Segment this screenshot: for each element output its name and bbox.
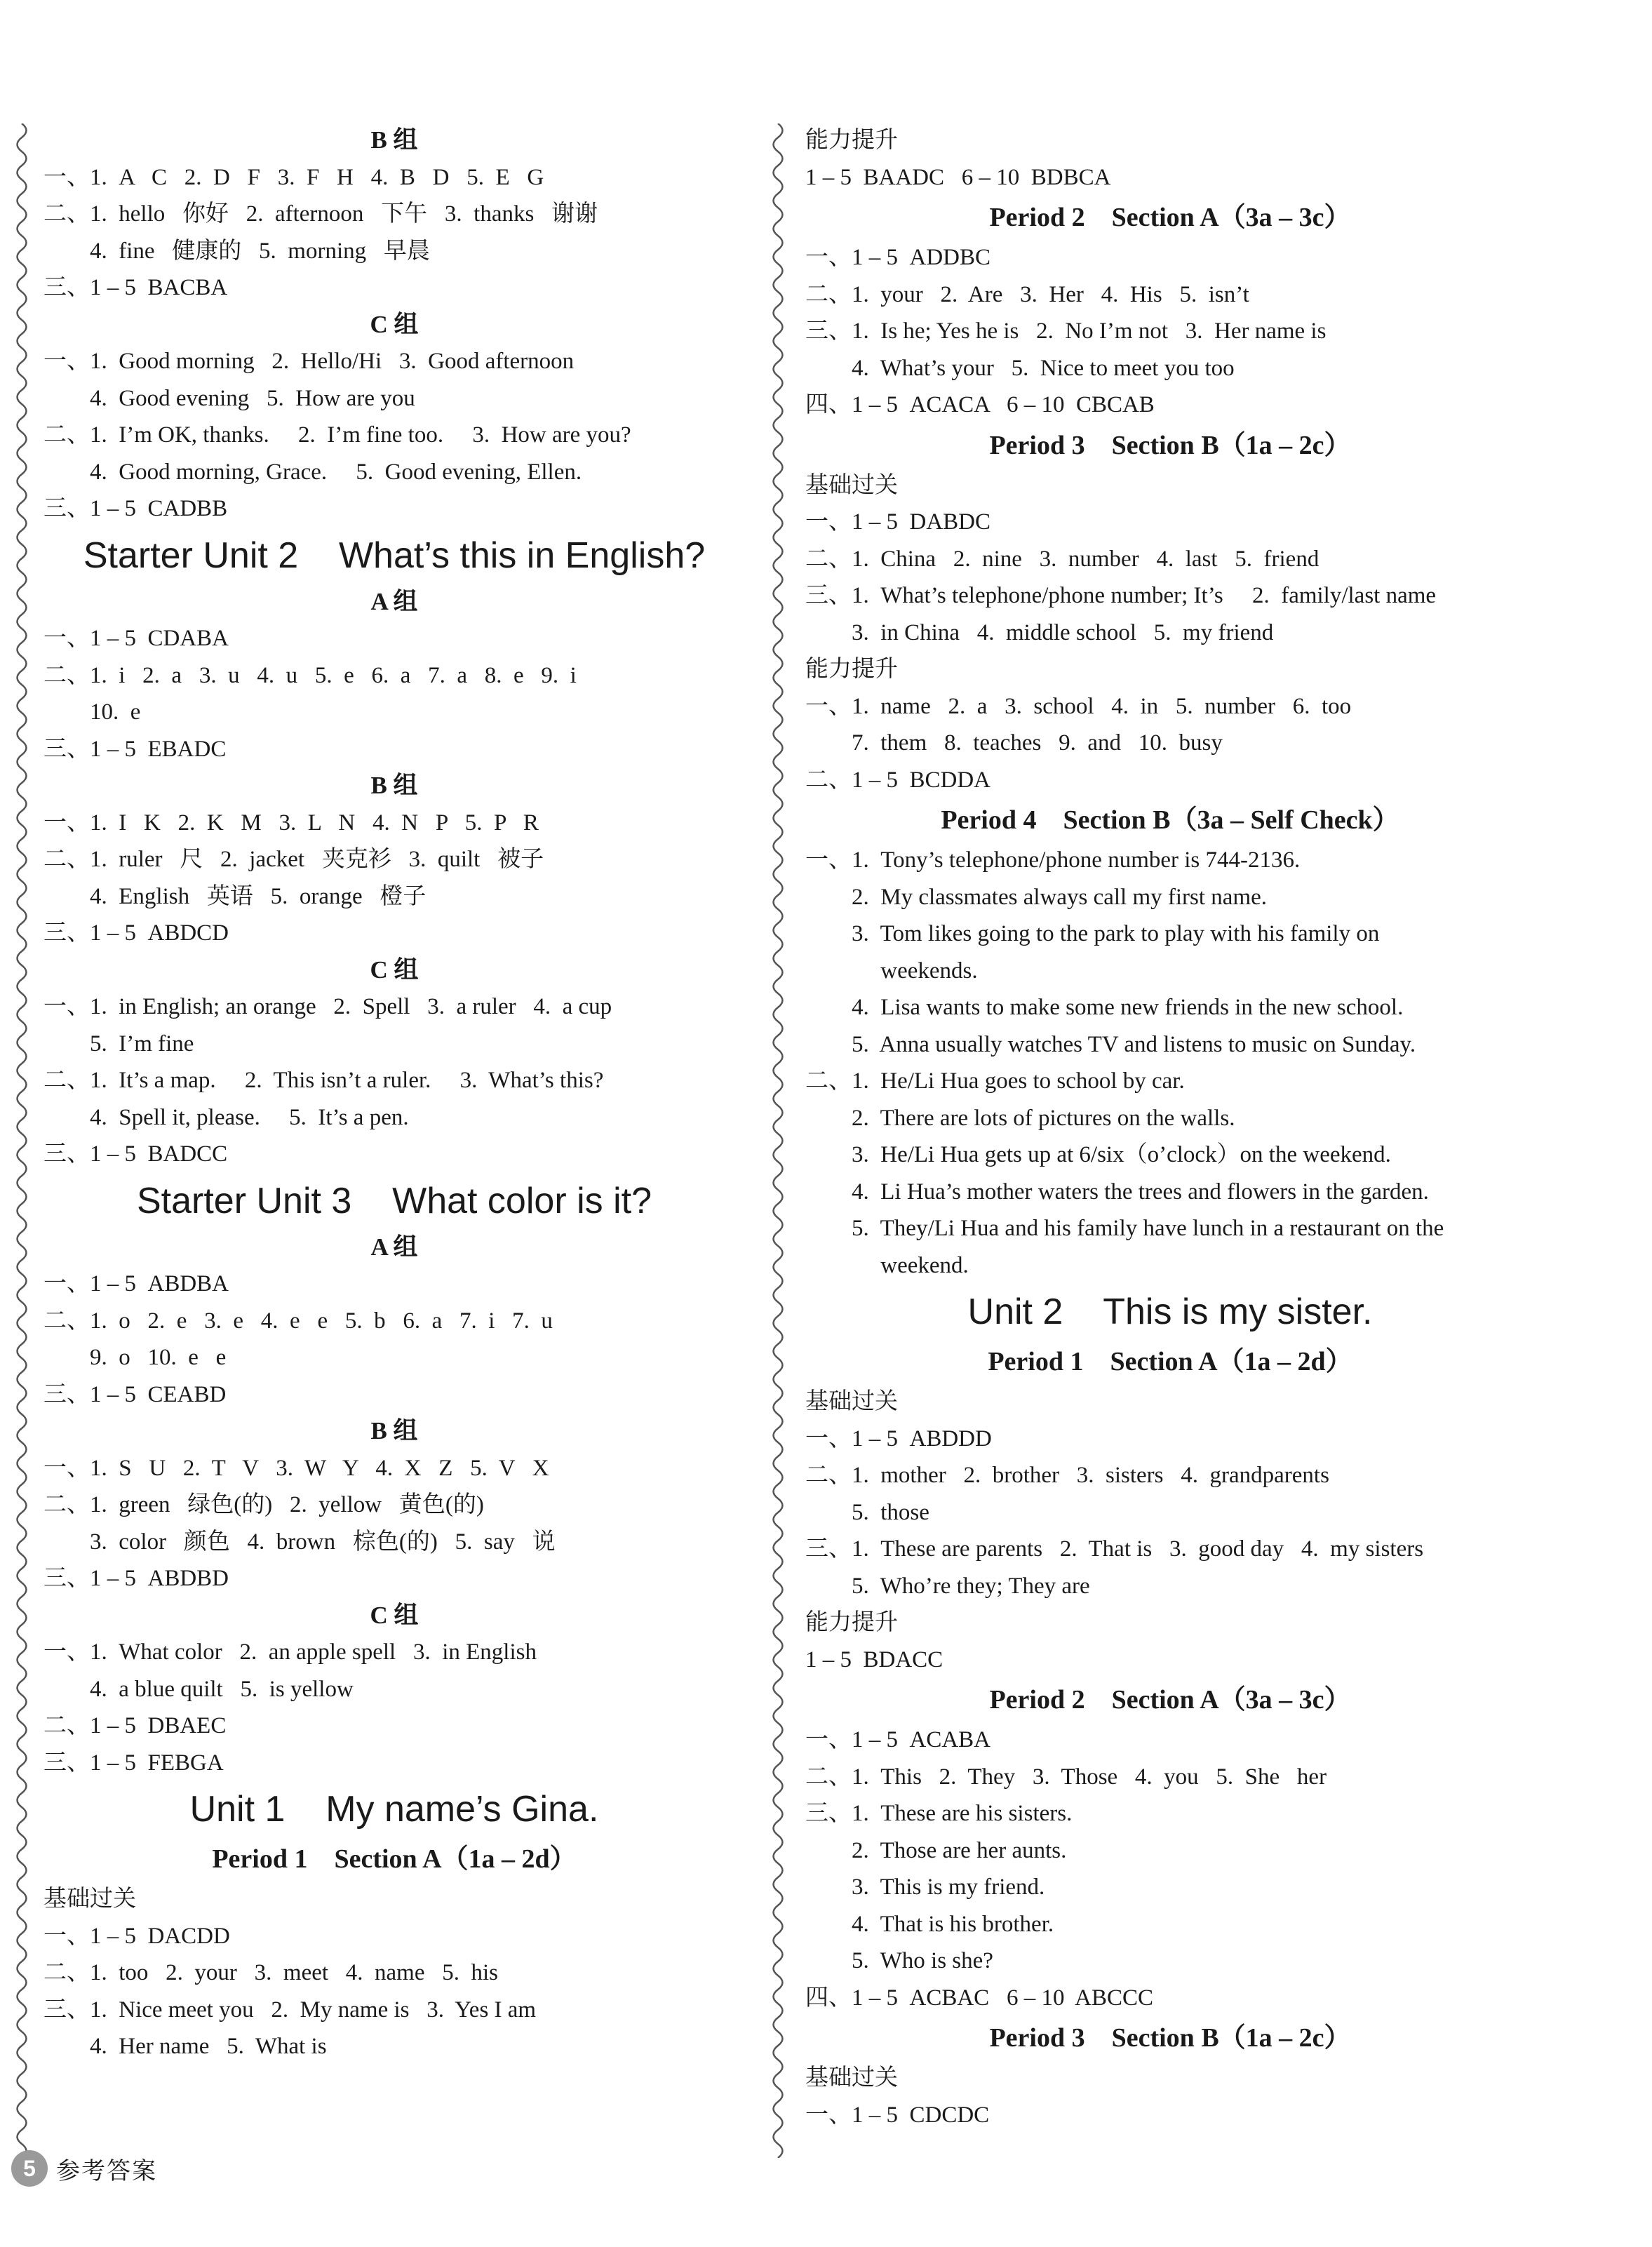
answer-line-indented: 2. My classmates always call my first name. <box>852 884 1268 910</box>
answer-line: 能力提升 <box>805 657 898 682</box>
answer-line-indented: 7. them 8. teaches 9. and 10. busy <box>852 730 1223 756</box>
answer-line-indented: weekend. <box>852 1252 969 1278</box>
answer-line-indented: 9. o 10. e e <box>90 1345 227 1370</box>
answer-line-indented: 5. They/Li Hua and his family have lunch in a restaurant on the <box>852 1216 1444 1241</box>
answer-line: 一、1 – 5 ADDBC <box>805 245 991 270</box>
answer-line: 二、1. i 2. a 3. u 4. u 5. e 6. a 7. a 8. e 9. i <box>43 662 577 688</box>
answer-line: 1 – 5 BDACC <box>805 1646 943 1672</box>
answer-line: 三、1. What’s telephone/phone number; It’s 2. family/last name <box>805 583 1437 608</box>
period-heading: Period 2 Section A（3a – 3c） <box>989 1685 1351 1715</box>
answer-line: 三、1 – 5 CEABD <box>43 1381 227 1407</box>
answer-line-indented: 5. Who is she? <box>852 1948 993 1973</box>
middle-wavy-divider <box>766 123 790 2158</box>
page-number: 5 <box>11 2150 48 2187</box>
answer-line: 一、1. Good morning 2. Hello/Hi 3. Good afternoon <box>43 349 575 374</box>
answer-line: 一、1. name 2. a 3. school 4. in 5. number 6. too <box>805 693 1352 719</box>
period-heading: Period 4 Section B（3a – Self Check） <box>941 805 1399 835</box>
answer-line: 一、1 – 5 ABDDD <box>805 1426 992 1451</box>
answer-line: 二、1. I’m OK, thanks. 2. I’m fine too. 3. How are you? <box>43 422 631 448</box>
answer-line: 基础过关 <box>805 1389 898 1414</box>
answer-line: 三、1. These are parents 2. That is 3. good day 4. my sisters <box>805 1536 1424 1562</box>
answer-line: 一、1. I K 2. K M 3. L N 4. N P 5. P R <box>43 810 539 836</box>
answer-line: 三、1 – 5 BACBA <box>43 275 228 300</box>
answer-line-indented: 3. He/Li Hua gets up at 6/six（o’clock）on the weekend. <box>852 1142 1391 1167</box>
answer-line: 能力提升 <box>805 1610 898 1635</box>
answer-line: 一、1 – 5 CDABA <box>43 626 229 651</box>
left-column <box>43 122 745 2065</box>
answer-line: 二、1 – 5 DBAEC <box>43 1713 227 1738</box>
answer-line: 一、1. A C 2. D F 3. F H 4. B D 5. E G <box>43 164 544 190</box>
period-heading: Period 1 Section A（1a – 2d） <box>988 1347 1352 1376</box>
answer-line: 二、1 – 5 BCDDA <box>805 767 991 793</box>
answer-line: 三、1. Is he; Yes he is 2. No I’m not 3. Her name is <box>805 318 1327 344</box>
answer-line-indented: 4. a blue quilt 5. is yellow <box>90 1676 354 1702</box>
answer-line-indented: 4. Good morning, Grace. 5. Good evening, Ellen. <box>90 459 582 485</box>
answer-line: 三、1 – 5 CADBB <box>43 496 228 521</box>
answer-line: 二、1. green 绿色(的) 2. yellow 黄色(的) <box>43 1492 484 1517</box>
answer-line: 一、1 – 5 DACDD <box>43 1923 230 1949</box>
answer-line: 三、1 – 5 FEBGA <box>43 1750 224 1776</box>
answer-line: 能力提升 <box>805 128 898 153</box>
answer-line: 四、1 – 5 ACACA 6 – 10 CBCAB <box>805 392 1155 417</box>
answer-line: 三、1 – 5 BADCC <box>43 1141 228 1167</box>
right-column <box>805 122 1535 2133</box>
answer-line-indented: 2. Those are her aunts. <box>852 1837 1067 1863</box>
answer-line: 二、1. China 2. nine 3. number 4. last 5. friend <box>805 546 1319 572</box>
left-wavy-border <box>10 123 34 2158</box>
answer-line: 基础过关 <box>805 2065 898 2091</box>
answer-line-indented: 4. Lisa wants to make some new friends in the new school. <box>852 995 1404 1020</box>
answer-line-indented: 5. Who’re they; They are <box>852 1573 1090 1599</box>
answer-line-indented: 3. This is my friend. <box>852 1874 1045 1900</box>
unit-title: Unit 2 This is my sister. <box>967 1292 1373 1332</box>
group-heading: A 组 <box>370 587 418 615</box>
answer-line: 四、1 – 5 ACBAC 6 – 10 ABCCC <box>805 1985 1153 2011</box>
answer-line-indented: 5. Anna usually watches TV and listens to music on Sunday. <box>852 1031 1416 1057</box>
answer-line-indented: weekends. <box>852 958 978 984</box>
answer-line: 二、1. too 2. your 3. meet 4. name 5. his <box>43 1960 499 1985</box>
answer-line-indented: 4. fine 健康的 5. morning 早晨 <box>90 238 430 264</box>
group-heading: C 组 <box>370 1601 419 1629</box>
unit-title: Starter Unit 2 What’s this in English? <box>83 535 706 576</box>
answer-line: 三、1 – 5 ABDBD <box>43 1566 229 1591</box>
answer-line-indented: 3. Tom likes going to the park to play with his family on <box>852 921 1380 946</box>
group-heading: C 组 <box>370 310 419 338</box>
group-heading: B 组 <box>370 126 418 154</box>
group-heading: B 组 <box>370 772 418 799</box>
group-heading: B 组 <box>370 1417 418 1444</box>
answer-line: 三、1 – 5 ABDCD <box>43 920 229 946</box>
answer-line: 三、1. Nice meet you 2. My name is 3. Yes I am <box>43 1997 537 2023</box>
group-heading: C 组 <box>370 955 419 984</box>
answer-line: 二、1. This 2. They 3. Those 4. you 5. She her <box>805 1764 1327 1790</box>
answer-line-indented: 4. Good evening 5. How are you <box>90 385 415 411</box>
period-heading: Period 3 Section B（1a – 2c） <box>989 430 1351 460</box>
answer-line-indented: 5. those <box>852 1499 929 1525</box>
answer-line: 一、1. in English; an orange 2. Spell 3. a ruler 4. a cup <box>43 994 612 1019</box>
answer-line: 二、1. It’s a map. 2. This isn’t a ruler. 3. What’s this? <box>43 1068 604 1093</box>
answer-line: 一、1. S U 2. T V 3. W Y 4. X Z 5. V X <box>43 1455 549 1481</box>
answer-line-indented: 4. Li Hua’s mother waters the trees and flowers in the garden. <box>852 1179 1429 1205</box>
answer-line: 1 – 5 BAADC 6 – 10 BDBCA <box>805 164 1111 190</box>
answer-line: 一、1. Tony’s telephone/phone number is 744-2136. <box>805 847 1301 873</box>
answer-line-indented: 2. There are lots of pictures on the walls. <box>852 1105 1235 1131</box>
period-heading: Period 1 Section A（1a – 2d） <box>212 1844 577 1874</box>
unit-title: Starter Unit 3 What color is it? <box>136 1180 652 1221</box>
answer-line-indented: 3. in China 4. middle school 5. my friend <box>852 619 1274 645</box>
answer-line: 一、1. What color 2. an apple spell 3. in English <box>43 1639 537 1665</box>
answer-line-indented: 3. color 颜色 4. brown 棕色(的) 5. say 说 <box>90 1529 556 1555</box>
answer-line-indented: 4. English 英语 5. orange 橙子 <box>90 883 427 909</box>
answer-line: 一、1 – 5 CDCDC <box>805 2102 990 2128</box>
unit-title: Unit 1 My name’s Gina. <box>189 1789 599 1830</box>
group-heading: A 组 <box>370 1233 418 1261</box>
answer-line-indented: 10. e <box>90 699 141 725</box>
answer-line: 基础过关 <box>43 1886 136 1912</box>
answer-line: 二、1. mother 2. brother 3. sisters 4. grandparents <box>805 1463 1329 1488</box>
answer-line: 二、1. o 2. e 3. e 4. e e 5. b 6. a 7. i 7. u <box>43 1308 553 1334</box>
page-footer <box>11 2147 157 2190</box>
answer-line: 二、1. hello 你好 2. afternoon 下午 3. thanks 谢谢 <box>43 201 598 227</box>
period-heading: Period 2 Section A（3a – 3c） <box>989 203 1351 232</box>
answer-line: 二、1. your 2. Are 3. Her 4. His 5. isn’t <box>805 281 1249 307</box>
answer-line: 二、1. He/Li Hua goes to school by car. <box>805 1068 1185 1094</box>
answer-line-indented: 5. I’m fine <box>90 1031 194 1057</box>
answer-line-indented: 4. What’s your 5. Nice to meet you too <box>852 355 1235 381</box>
period-heading: Period 3 Section B（1a – 2c） <box>989 2023 1351 2053</box>
answer-line: 基础过关 <box>805 472 898 498</box>
footer-label: 参考答案 <box>56 2157 157 2185</box>
answer-line-indented: 4. Her name 5. What is <box>90 2034 327 2059</box>
answer-line: 三、1 – 5 EBADC <box>43 736 227 762</box>
answer-line-indented: 4. Spell it, please. 5. It’s a pen. <box>90 1104 409 1130</box>
answer-line-indented: 4. That is his brother. <box>852 1911 1054 1937</box>
answer-line: 一、1 – 5 ACABA <box>805 1727 991 1752</box>
answer-line: 二、1. ruler 尺 2. jacket 夹克衫 3. quilt 被子 <box>43 847 544 872</box>
answer-line: 一、1 – 5 DABDC <box>805 509 991 535</box>
answer-line: 三、1. These are his sisters. <box>805 1801 1073 1826</box>
answer-line: 一、1 – 5 ABDBA <box>43 1271 229 1296</box>
